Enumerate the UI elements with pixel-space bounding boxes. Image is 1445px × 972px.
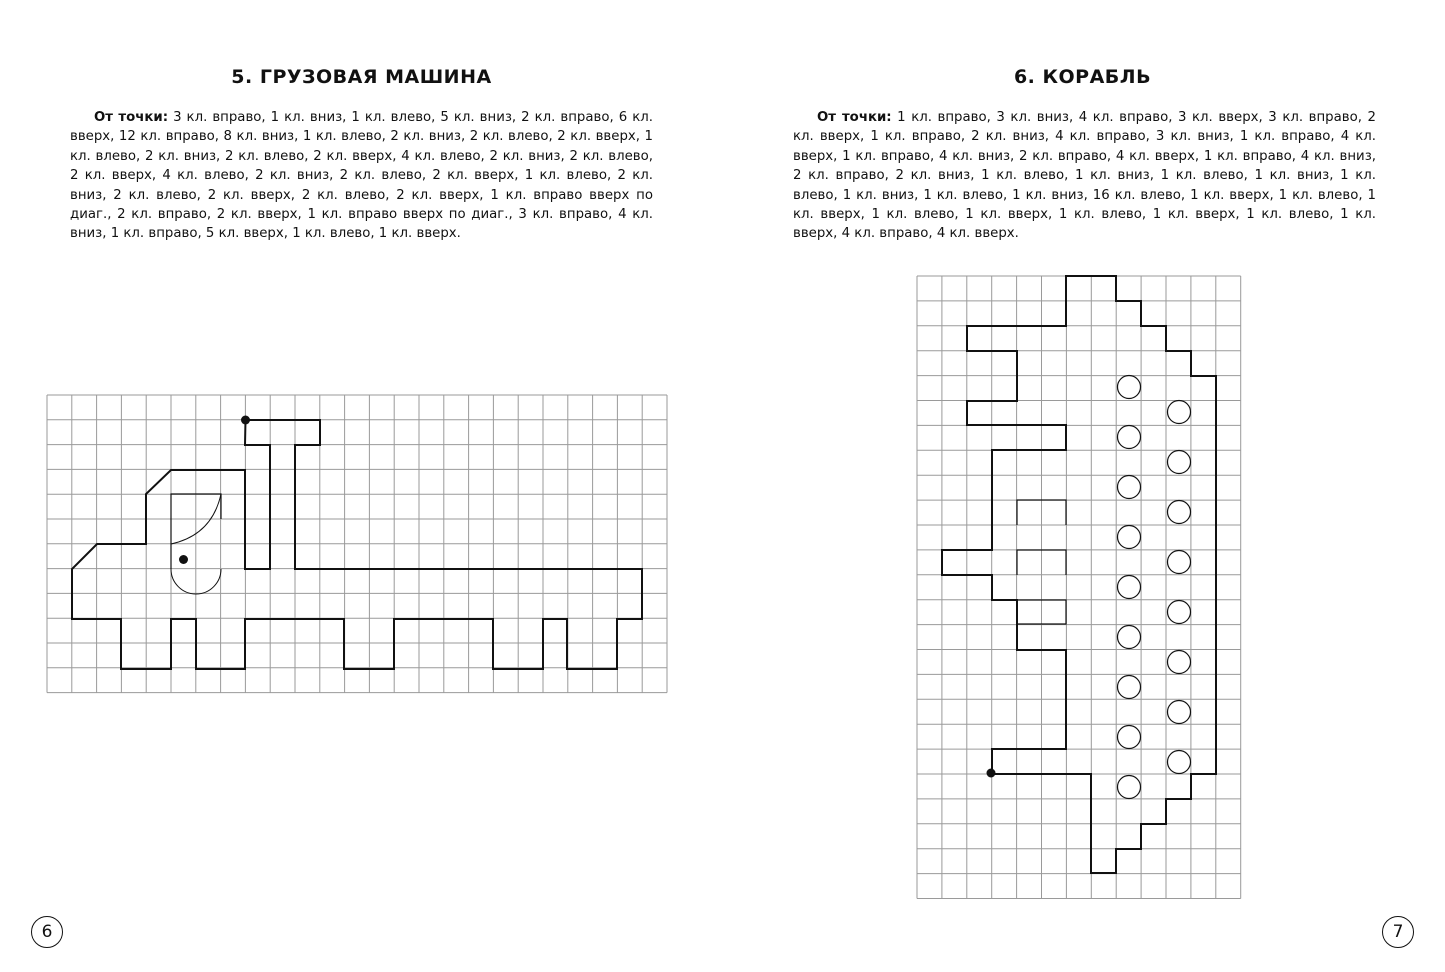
porthole bbox=[1118, 676, 1141, 699]
page-number-left: 6 bbox=[31, 916, 63, 948]
instructions-truck bbox=[70, 108, 653, 244]
porthole bbox=[1168, 551, 1191, 574]
page-number-right: 7 bbox=[1382, 916, 1414, 948]
instructions-lead: От точки: bbox=[817, 110, 892, 125]
truck-drawing-grid bbox=[47, 395, 667, 694]
porthole bbox=[1168, 701, 1191, 724]
porthole bbox=[1168, 601, 1191, 624]
start-dot bbox=[241, 416, 250, 425]
page-title-truck: 5. ГРУЗОВАЯ МАШИНА bbox=[231, 66, 492, 88]
truck-outline bbox=[72, 420, 642, 669]
porthole bbox=[1168, 401, 1191, 424]
porthole bbox=[1118, 426, 1141, 449]
instructions-ship bbox=[793, 108, 1376, 244]
porthole bbox=[1118, 776, 1141, 799]
porthole bbox=[1118, 526, 1141, 549]
porthole bbox=[1168, 501, 1191, 524]
grid-lines bbox=[917, 276, 1241, 899]
porthole bbox=[1168, 451, 1191, 474]
porthole bbox=[1118, 576, 1141, 599]
page-title-ship: 6. КОРАБЛЬ bbox=[1013, 66, 1152, 88]
porthole bbox=[1118, 726, 1141, 749]
instructions-body: 1 кл. вправо, 3 кл. вниз, 4 кл. вправо, 3 кл. вверх, 3 кл. вправо, 2 кл. вверх, 1 кл. вправо, 2 кл. вниз, 4 кл. вправо, 3 кл. вниз, 1 кл. вправо, 4 кл. вверх, 1 кл. вправо, 4 кл. вниз, 2 кл. вправо, 4 кл. вверх, 1 кл. вправо, 4 кл. вниз, 2 кл. вправо, 2 кл. вниз, 1 кл. влево, 1 кл. вниз, 1 кл. влево, 1 кл. вниз, 1 кл. влево, 1 кл. вниз, 1 кл. влево, 1 кл. вниз, 16 кл. влево, 1 кл. вверх, 1 кл. влево, 1 кл. вверх, 1 кл. влево, 1 кл. вверх, 1 кл. влево, 1 кл. вверх, 1 кл. влево, 1 кл. вверх, 4 кл. вправо, 4 кл. вверх. bbox=[793, 110, 1376, 242]
porthole bbox=[1168, 651, 1191, 674]
ship-portholes bbox=[1118, 376, 1191, 799]
truck-body-path bbox=[72, 420, 642, 669]
eye-dot bbox=[179, 555, 188, 564]
porthole bbox=[1168, 751, 1191, 774]
start-dot bbox=[987, 769, 996, 778]
porthole bbox=[1118, 376, 1141, 399]
ship-drawing-grid bbox=[917, 276, 1241, 899]
instructions-lead: От точки: bbox=[94, 110, 169, 125]
instructions-body: 3 кл. вправо, 1 кл. вниз, 1 кл. влево, 5 кл. вниз, 2 кл. вправо, 6 кл. вверх, 12 кл. вправо, 8 кл. вниз, 1 кл. влево, 2 кл. вниз, 2 кл. влево, 2 кл. вверх, 1 кл. влево, 2 кл. вниз, 2 кл. влево, 2 кл. вверх, 4 кл. влево, 2 кл. вниз, 2 кл. влево, 2 кл. вверх, 4 кл. влево, 2 кл. вниз, 2 кл. влево, 2 кл. вверх, 1 кл. влево, 2 кл. вниз, 2 кл. влево, 2 кл. вверх, 2 кл. влево, 2 кл. вверх, 1 кл. вправо вверх по диаг., 2 кл. вправо, 2 кл. вверх, 1 кл. вправо вверх по диаг., 3 кл. вправо, 4 кл. вниз, 1 кл. вправо, 5 кл. вверх, 1 кл. влево, 1 кл. вверх. bbox=[70, 110, 653, 242]
porthole bbox=[1118, 476, 1141, 499]
porthole bbox=[1118, 626, 1141, 649]
